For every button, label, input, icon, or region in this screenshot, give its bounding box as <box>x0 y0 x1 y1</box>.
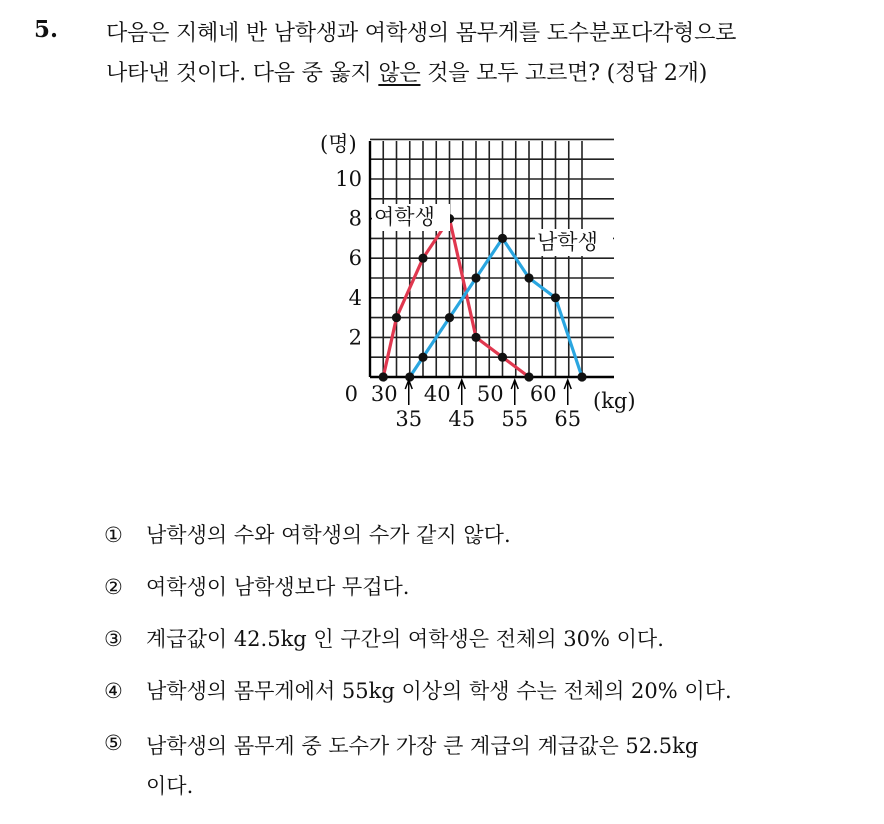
choice-3[interactable] <box>104 622 864 656</box>
y-tick-label: 4 <box>348 285 362 310</box>
chart-grid <box>370 139 614 377</box>
data-point <box>524 372 533 381</box>
y-tick-label: 10 <box>335 167 362 191</box>
x-tick-label: 30 <box>370 382 398 406</box>
choice-2-mark: ② <box>104 575 123 599</box>
x-tick-label: 50 <box>476 382 504 406</box>
data-point <box>471 333 480 342</box>
choice-1-mark: ① <box>104 523 123 547</box>
choice-2-text: 여학생이 남학생보다 무겁다. <box>146 575 410 599</box>
y-tick-label: 2 <box>348 325 362 350</box>
question-number: 5. <box>34 16 59 43</box>
answer-choices <box>104 518 864 824</box>
choice-3-mark: ③ <box>104 627 123 651</box>
y-axis-label: (명) <box>320 132 357 156</box>
x-tick-label-lower: 65 <box>554 407 582 431</box>
x-axis-label: (kg) <box>593 389 636 413</box>
x-tick-label-lower: 55 <box>501 407 529 431</box>
x-tick-label-lower: 35 <box>395 407 423 431</box>
x-tick-label-lower: 45 <box>448 407 476 431</box>
choice-4-text: 남학생의 몸무게에서 55kg 이상의 학생 수는 전체의 20% 이다. <box>146 679 732 703</box>
question-line-2-post: 것을 모두 고르면? (정답 2개) <box>420 61 708 86</box>
y-tick-label: 8 <box>348 206 362 231</box>
underlined-word: 않은 <box>378 61 421 86</box>
data-point <box>498 234 507 243</box>
question-line-2-pre: 나타낸 것이다. 다음 중 옳지 <box>106 61 379 86</box>
choice-4-mark: ④ <box>104 679 123 703</box>
choice-5-mark: ⑤ <box>104 731 123 755</box>
data-point <box>445 313 454 322</box>
data-point <box>379 372 388 381</box>
data-point <box>471 273 480 282</box>
data-point <box>498 353 507 362</box>
choice-2[interactable] <box>104 570 864 604</box>
series-label-2: 남학생 <box>537 230 598 254</box>
data-point <box>418 254 427 263</box>
choice-5[interactable] <box>104 726 864 806</box>
series-label-1: 여학생 <box>374 205 435 229</box>
data-point <box>405 372 414 381</box>
data-point <box>392 313 401 322</box>
question-line-1: 다음은 지혜네 반 남학생과 여학생의 몸무게를 도수분포다각형으로 <box>106 21 737 46</box>
choice-5-text: 남학생의 몸무게 중 도수가 가장 큰 계급의 계급값은 52.5kg 이다. <box>146 734 699 798</box>
choice-4[interactable] <box>104 674 864 708</box>
data-point <box>418 353 427 362</box>
data-point <box>551 293 560 302</box>
x-tick-label: 60 <box>529 382 557 406</box>
y-tick-label: 0 <box>344 382 358 406</box>
x-tick-label: 40 <box>423 382 451 406</box>
y-tick-label: 6 <box>348 246 362 271</box>
choice-3-text: 계급값이 42.5kg 인 구간의 여학생은 전체의 30% 이다. <box>146 627 664 651</box>
choice-1[interactable] <box>104 518 864 552</box>
data-point <box>524 273 533 282</box>
data-point <box>577 372 586 381</box>
choice-1-text: 남학생의 수와 여학생의 수가 같지 않다. <box>146 523 511 547</box>
